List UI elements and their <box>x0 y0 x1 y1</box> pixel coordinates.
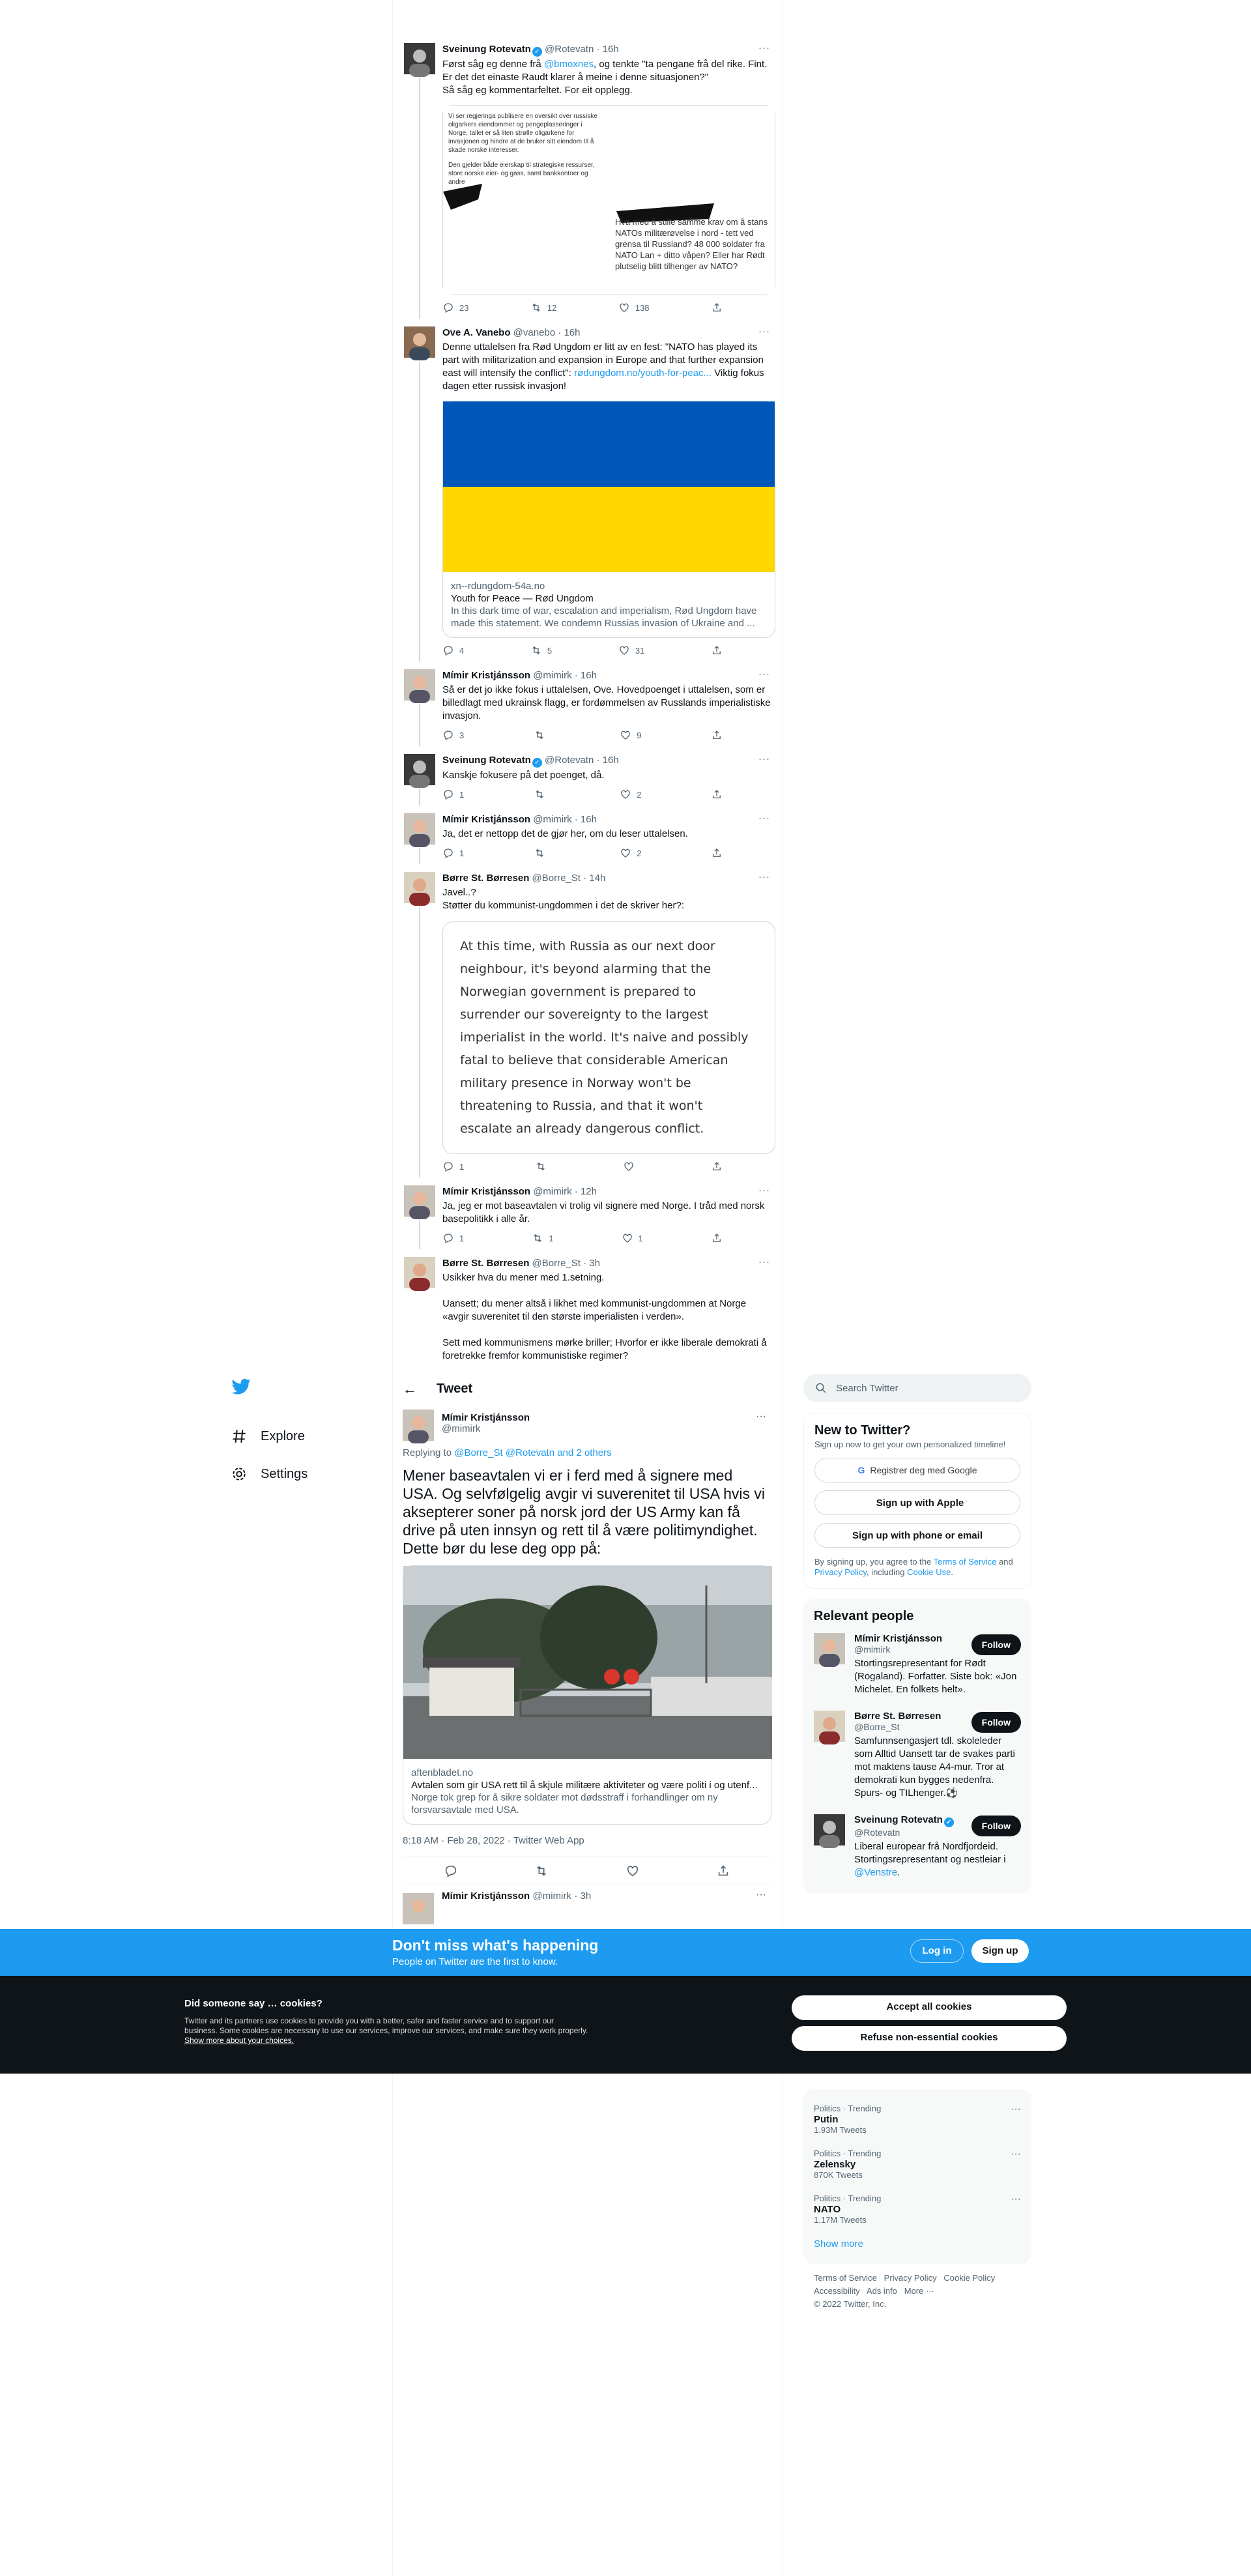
relevant-person[interactable] <box>814 1703 1021 1806</box>
like-button[interactable]: 138 <box>618 302 650 313</box>
tweet-timestamp[interactable]: 8:18 AM · Feb 28, 2022 · Twitter Web App <box>403 1825 771 1857</box>
tweet-author-handle[interactable]: @Borre_St <box>532 1258 581 1269</box>
reply-button[interactable]: 23 <box>442 302 468 313</box>
person-handle[interactable]: @Rotevatn <box>854 1827 900 1838</box>
person-bio: Stortingsrepresentant for Rødt (Rogaland). Forfatter. Siste bok: «Jon Michelet. En folkets helt». <box>854 1658 1017 1695</box>
more-icon[interactable]: ··· <box>1011 2193 1021 2205</box>
new-to-twitter-box <box>803 1413 1031 1589</box>
login-button[interactable]: Log in <box>910 1939 964 1963</box>
search-icon <box>815 1382 827 1394</box>
avatar[interactable] <box>404 813 435 845</box>
tweet-author-handle[interactable]: @mimirk <box>532 1890 571 1902</box>
trend-count: 1.93M Tweets <box>814 2125 867 2135</box>
tweet-time[interactable]: · 16h <box>596 755 619 766</box>
tweet[interactable] <box>392 664 782 741</box>
tweet-author-name[interactable]: Sveinung Rotevatn <box>442 44 531 55</box>
footer-link[interactable]: Privacy Policy <box>884 2273 937 2283</box>
tweet-author-name[interactable]: Mímir Kristjánsson <box>442 670 531 681</box>
person-name[interactable]: Børre St. Børresen <box>854 1711 942 1722</box>
trend-item[interactable] <box>814 2097 1021 2142</box>
like-button[interactable]: 2 <box>620 789 641 800</box>
retweet-button[interactable]: 1 <box>532 1232 553 1244</box>
more-icon[interactable]: ··· <box>1011 2149 1021 2160</box>
search-input[interactable] <box>803 1374 1031 1402</box>
tweet-text: Så er det jo ikke fokus i uttalelsen, Ove. Hovedpoenget i uttalelsen, som er billedlagt med ukrainsk flagg, er fordømmelsen av Russlands imperialistiske invasjon. <box>442 684 771 721</box>
card-title: Avtalen som gir USA rett til å skjule militære aktiviteter og være politi i og utenf... <box>411 1780 758 1791</box>
gear-icon <box>231 1466 248 1483</box>
share-button[interactable] <box>711 789 723 800</box>
copyright: © 2022 Twitter, Inc. <box>814 2299 887 2309</box>
retweet-button[interactable]: 12 <box>530 302 556 313</box>
share-button[interactable] <box>711 729 723 741</box>
share-button[interactable] <box>711 1161 723 1172</box>
more-icon[interactable]: ··· <box>756 1411 766 1422</box>
google-icon: G <box>857 1465 865 1475</box>
tweet-author-name[interactable]: Sveinung Rotevatn <box>442 755 531 766</box>
tweet-actions <box>442 1232 723 1244</box>
tweet[interactable] <box>392 867 782 1172</box>
link-card[interactable] <box>442 401 775 638</box>
verified-icon: ✓ <box>532 47 542 57</box>
reply-button[interactable]: 4 <box>442 644 464 656</box>
new-to-twitter-subtitle: Sign up now to get your own personalized timeline! <box>814 1440 1006 1449</box>
back-arrow-icon[interactable]: ← <box>403 1380 417 1397</box>
ukraine-flag-image <box>443 401 775 572</box>
replying-to: Replying to @Borre_St @Rotevatn and 2 others <box>403 1447 612 1458</box>
cookie-consent <box>0 1976 1251 2074</box>
footer-link[interactable]: Terms of Service <box>814 2273 877 2283</box>
more-icon[interactable]: ··· <box>758 1185 770 1196</box>
refuse-cookies-button[interactable]: Refuse non-essential cookies <box>792 2026 1067 2051</box>
reply-thread <box>392 38 782 1361</box>
page-title: Tweet <box>437 1382 473 1396</box>
tweet[interactable] <box>392 1252 782 1361</box>
avatar[interactable] <box>404 1257 435 1288</box>
tweet-author-name[interactable]: Mímir Kristjánsson <box>442 1186 531 1197</box>
tweet-text: Mener baseavtalen vi er i ferd med å signere med USA. Og selvfølgelig avgir vi suverenitet til USA hvis vi aksepterer soner på norsk jord der US Army kan få drive på uten innsyn og rett til å være politimyndighet. Dette bør du lese deg opp på: <box>403 1467 766 1557</box>
hashtag-icon <box>231 1428 248 1445</box>
cookie-more-link[interactable]: Show more about your choices. <box>184 2036 295 2045</box>
tweet-text: Javel..? Støtter du kommunist-ungdommen i det de skriver her?: <box>442 887 684 911</box>
tweet-actions <box>442 847 723 859</box>
tweet-actions <box>442 302 723 313</box>
trend-count: 870K Tweets <box>814 2170 863 2180</box>
tweet-time[interactable]: · 12h <box>574 1186 597 1197</box>
main-column <box>392 1374 782 1911</box>
banner-title: Don't miss what's happening <box>392 1937 599 1954</box>
follow-button[interactable]: Follow <box>971 1712 1021 1733</box>
phone-signup-button[interactable]: Sign up with phone or email <box>814 1523 1020 1548</box>
replying-to-link[interactable]: @Borre_St @Rotevatn and 2 others <box>454 1447 612 1458</box>
tweet-time[interactable]: · 16h <box>574 670 597 681</box>
search-placeholder: Search Twitter <box>836 1382 899 1394</box>
avatar[interactable] <box>403 1410 434 1441</box>
person-bio: Samfunnsengasjert tdl. skoleleder som Alltid Uansett tar de svakes parti mot maktens tause A4-mur. Tror at demokrati kun bygges nedenfra. Spurs- og TILhenger.⚽ <box>854 1735 1015 1799</box>
retweet-button[interactable]: 5 <box>530 644 552 656</box>
verified-icon: ✓ <box>944 1817 954 1827</box>
quoted-text-image[interactable]: At this time, with Russia as our next door neighbour, it's beyond alarming that the Norwegian government is prepared to surrender our sovereignty to the largest imperialist in the world. It's naive and possibly fatal to believe that considerable American military presence in Norway won't be threatening to Russia, and that it won't escalate an already dangerous conflict. <box>442 921 775 1154</box>
accept-cookies-button[interactable]: Accept all cookies <box>792 1995 1067 2020</box>
tweet[interactable] <box>392 321 782 656</box>
retweet-button[interactable] <box>534 1864 549 1878</box>
avatar[interactable] <box>404 669 435 701</box>
signup-button[interactable]: Sign up <box>971 1939 1029 1963</box>
relevant-person[interactable] <box>814 1625 1021 1703</box>
share-button[interactable] <box>711 644 723 656</box>
more-icon[interactable]: ··· <box>758 669 770 680</box>
more-icon[interactable]: ··· <box>758 326 770 337</box>
avatar[interactable] <box>404 1185 435 1217</box>
nav-settings[interactable] <box>228 1455 391 1493</box>
tweet-author-name[interactable]: Ove A. Vanebo <box>442 327 511 338</box>
reply-button[interactable] <box>444 1864 458 1878</box>
more-icon[interactable]: ··· <box>756 1889 766 1900</box>
tweet-time[interactable]: · 16h <box>596 44 619 55</box>
relevant-people-title: Relevant people <box>814 1609 914 1623</box>
retweet-button[interactable] <box>534 729 551 741</box>
retweet-button[interactable] <box>535 1161 552 1172</box>
screenshot-image-left[interactable]: Vi ser regjeringa publisere en oversikt over russiske oligarkers eiendommer og pengeplasseringer i Norge, tallet er så liten strølle oligarkene for invasjonen og hindre at de bruker sitt eiendom til å skade norske interesser. Den gjelder både eierskap til strategiske ressurser, store norske eier- og gass, samt bankkontoer og andre <box>443 106 608 295</box>
page-header <box>392 1374 782 1404</box>
avatar[interactable] <box>814 1633 845 1664</box>
like-button[interactable]: 1 <box>622 1232 643 1244</box>
new-to-twitter-title: New to Twitter? <box>814 1423 911 1438</box>
tweet[interactable] <box>392 808 782 859</box>
more-icon[interactable]: ··· <box>758 813 770 824</box>
banner-subtitle: People on Twitter are the first to know. <box>392 1956 558 1967</box>
more-icon[interactable]: ··· <box>758 753 770 764</box>
card-description: In this dark time of war, escalation and imperialism, Rød Ungdom have made this statement. We condemn Russias invasion of Ukraine and ... <box>451 605 757 629</box>
tweet-images[interactable] <box>442 105 775 295</box>
avatar[interactable] <box>404 43 435 74</box>
follow-button[interactable]: Follow <box>971 1816 1021 1836</box>
tweet-text: Ja, jeg er mot baseavtalen vi trolig vil signere med Norge. I tråd med norsk basepolitikk i alle år. <box>442 1200 765 1224</box>
google-signup-button[interactable]: G Registrer deg med Google <box>814 1458 1020 1483</box>
cookie-title: Did someone say … cookies? <box>184 1998 323 2009</box>
trend-category: Politics · Trending <box>814 2193 882 2203</box>
apple-signup-button[interactable]: Sign up with Apple <box>814 1490 1020 1515</box>
person-handle[interactable]: @Borre_St <box>854 1722 900 1732</box>
reply-button[interactable]: 1 <box>442 1161 464 1172</box>
bio-link[interactable]: @Venstre <box>854 1867 898 1878</box>
footer-link[interactable]: Accessibility <box>814 2286 860 2296</box>
nav-explore-label: Explore <box>261 1428 305 1443</box>
tweet-actions <box>442 729 723 741</box>
tweet-author-name[interactable]: Børre St. Børresen <box>442 1258 530 1269</box>
like-button[interactable] <box>626 1864 640 1878</box>
tweet-author-handle[interactable]: @mimirk <box>533 814 572 825</box>
relevant-person[interactable] <box>814 1806 1021 1886</box>
trend-category: Politics · Trending <box>814 2104 882 2113</box>
tweet-author-handle[interactable]: @Borre_St <box>532 873 581 884</box>
reply-button[interactable]: 1 <box>442 789 464 800</box>
tweet-time[interactable]: · 3h <box>583 1258 600 1269</box>
more-icon[interactable]: ··· <box>758 871 770 882</box>
reply-button[interactable]: 1 <box>442 1232 464 1244</box>
tweet-text: Denne uttalelsen fra Rød Ungdom er litt av en fest: "NATO has played its part with militarization and expansion in Europe and that further expansion east will intensify the conflict": rødungdom.no/youth-for-peac... Viktig fokus dagen etter russisk invasjon! <box>442 341 764 392</box>
tweet-author-name[interactable]: Mímir Kristjánsson <box>442 1890 530 1902</box>
tweet-time[interactable]: · 14h <box>583 873 606 884</box>
tweet-actions <box>442 644 723 656</box>
trend-name: NATO <box>814 2204 841 2215</box>
share-button[interactable] <box>711 1232 723 1244</box>
right-sidebar <box>803 1374 1031 2319</box>
tweet-time[interactable]: · 16h <box>574 814 597 825</box>
person-bio: Liberal europear frå Nordfjordeid. Stortingsrepresentant og nestleiar i @Venstre. <box>854 1841 1006 1878</box>
card-title: Youth for Peace — Rød Ungdom <box>451 593 594 604</box>
trend-name: Putin <box>814 2114 839 2125</box>
tweet-text: Usikker hva du mener med 1.setning. Uansett; du mener altså i likhet med kommunist-ungdommen at Norge «avgir suverenitet til den største imperialisten i verden». Sett med kommunismens mørke briller; Hvorfor er ikke liberale demokrati å foretrekke fremfor kommunistiske regimer? <box>442 1272 767 1361</box>
share-button[interactable] <box>711 302 723 313</box>
person-handle[interactable]: @mimirk <box>854 1644 891 1655</box>
tweet[interactable] <box>392 1180 782 1244</box>
left-nav <box>228 1374 391 1493</box>
author-name[interactable]: Mímir Kristjánsson <box>442 1412 530 1423</box>
trend-count: 1.17M Tweets <box>814 2215 867 2225</box>
avatar[interactable] <box>404 872 435 903</box>
tweet[interactable] <box>392 749 782 800</box>
tweet-actions <box>442 789 723 800</box>
person-name[interactable]: Sveinung Rotevatn <box>854 1814 943 1825</box>
tweet-author-name[interactable]: Mímir Kristjánsson <box>442 814 531 825</box>
terms-text: By signing up, you agree to the Terms of Service and Privacy Policy, including Cookie Use. <box>814 1557 1013 1577</box>
follow-button[interactable]: Follow <box>971 1634 1021 1655</box>
terms-link[interactable]: Terms of Service <box>933 1557 997 1567</box>
verified-icon: ✓ <box>532 758 542 768</box>
cookie-use-link[interactable]: Cookie Use <box>907 1567 951 1577</box>
card-domain: xn--rdungdom-54a.no <box>451 581 545 592</box>
avatar[interactable] <box>814 1814 845 1845</box>
link-card[interactable] <box>403 1565 771 1825</box>
tweet-time[interactable]: · 3h <box>574 1890 592 1902</box>
tweet-author-name[interactable]: Børre St. Børresen <box>442 873 530 884</box>
tweet-time[interactable]: · 16h <box>558 327 581 338</box>
like-button[interactable]: 9 <box>620 729 641 741</box>
like-button[interactable]: 31 <box>618 644 644 656</box>
like-button[interactable]: 2 <box>620 847 641 859</box>
mention-link[interactable]: @bmoxnes <box>543 59 594 70</box>
person-name[interactable]: Mímir Kristjánsson <box>854 1633 943 1644</box>
more-icon[interactable]: ··· <box>758 1256 770 1267</box>
avatar[interactable] <box>814 1711 845 1742</box>
trends-box <box>803 2089 1031 2264</box>
tweet[interactable] <box>392 38 782 313</box>
share-button[interactable] <box>716 1864 730 1878</box>
tweet-text: Ja, det er nettopp det de gjør her, om du leser uttalelsen. <box>442 828 688 839</box>
tweet-author-handle[interactable]: @mimirk <box>533 670 572 681</box>
card-domain: aftenbladet.no <box>411 1767 474 1778</box>
privacy-link[interactable]: Privacy Policy <box>814 1567 867 1577</box>
tweet-text: Først såg eg denne frå @bmoxnes, og tenkte "ta pengane frå del rike. Fint. Er det det einaste Raudt klarer å meine i denne situasjonen?" Så såg eg kommentarfeltet. For eit opplegg. <box>442 59 768 96</box>
footer-link[interactable]: Ads info <box>866 2286 897 2296</box>
article-photo <box>403 1566 772 1759</box>
tweet-author-handle[interactable]: @mimirk <box>533 1186 572 1197</box>
nav-explore[interactable] <box>228 1417 391 1455</box>
twitter-logo-icon[interactable] <box>231 1376 252 1397</box>
next-reply[interactable] <box>403 1885 771 1911</box>
like-button[interactable] <box>623 1161 640 1172</box>
more-icon[interactable]: ··· <box>758 42 770 53</box>
nav-settings-label: Settings <box>261 1466 308 1481</box>
footer-link[interactable]: More ··· <box>904 2286 934 2296</box>
trend-category: Politics · Trending <box>814 2149 882 2158</box>
share-button[interactable] <box>711 847 723 859</box>
card-description: Norge tok grep for å sikre soldater mot dødsstraff i forhandlinger om ny forsvarsavtale med USA. <box>411 1792 718 1816</box>
tweet-text: Kanskje fokusere på det poenget, då. <box>442 770 605 781</box>
retweet-button[interactable] <box>534 789 551 800</box>
more-icon[interactable]: ··· <box>1011 2104 1021 2115</box>
avatar[interactable] <box>404 754 435 785</box>
trend-item[interactable] <box>814 2187 1021 2232</box>
screenshot-image-right[interactable]: Hva med å stille samme krav om å stans NATOs militærøvelse i nord - tett ved grensa til Russland? 48 000 soldater fra NATO Lan + ditto våpen? Eller har Rødt plutselig blitt tilhenger av NATO? <box>610 106 775 295</box>
trend-name: Zelensky <box>814 2159 856 2170</box>
tweet-link[interactable]: rødungdom.no/youth-for-peac... <box>574 368 712 379</box>
tweet-author-handle[interactable]: @Rotevatn <box>545 44 594 55</box>
trend-item[interactable] <box>814 2142 1021 2187</box>
author-handle[interactable]: @mimirk <box>442 1423 481 1434</box>
tweet-actions <box>418 1864 756 1878</box>
reply-button[interactable]: 1 <box>442 847 464 859</box>
footer-links <box>803 2264 1031 2319</box>
footer-link[interactable]: Cookie Policy <box>943 2273 996 2283</box>
tweet-author-handle[interactable]: @Rotevatn <box>545 755 594 766</box>
cookie-text: Twitter and its partners use cookies to provide you with a better, safer and faster service and to support our business. Some cookies are necessary to use our services, improve our services, and make sure they work properly. Show more about your choices. <box>184 2016 588 2045</box>
show-more-link[interactable]: Show more <box>814 2238 863 2250</box>
signup-banner <box>0 1929 1251 1976</box>
tweet-actions <box>442 1161 723 1172</box>
avatar[interactable] <box>403 1893 434 1924</box>
retweet-button[interactable] <box>534 847 551 859</box>
tweet-author-handle[interactable]: @vanebo <box>513 327 556 338</box>
focused-tweet <box>392 1404 782 1911</box>
reply-button[interactable]: 3 <box>442 729 464 741</box>
avatar[interactable] <box>404 326 435 358</box>
relevant-people-box <box>803 1599 1031 1894</box>
